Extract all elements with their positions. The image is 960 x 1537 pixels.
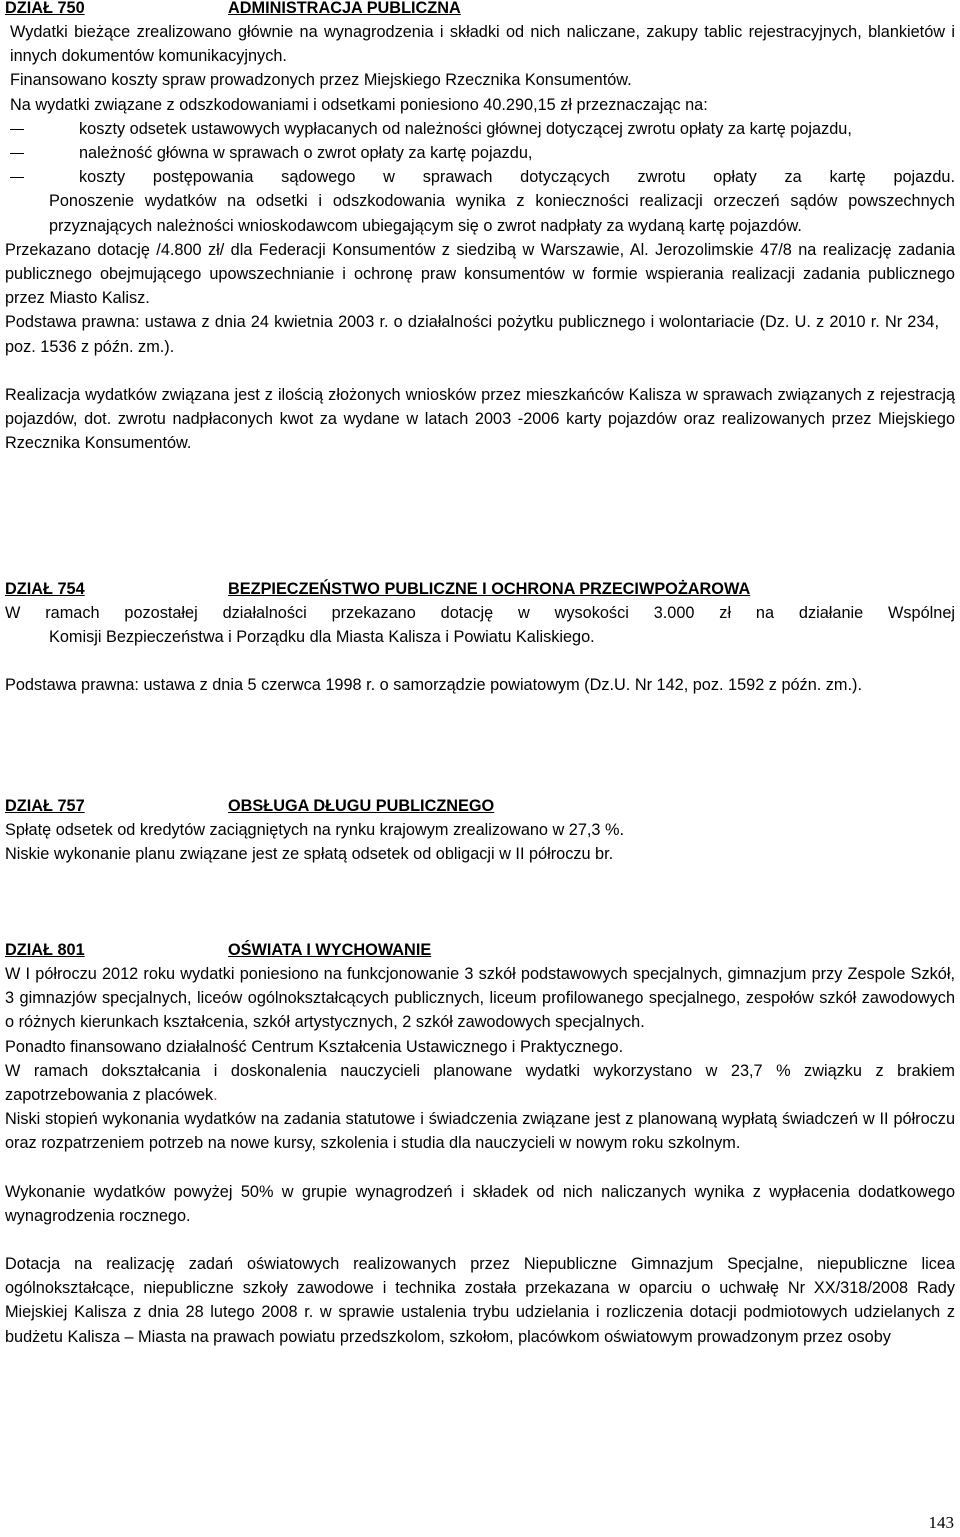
section-757-paragraph-2: Niskie wykonanie planu związane jest ze spłatą odsetek od obligacji w II półroczu br.	[5, 845, 614, 864]
section-801-paragraph-5: Wykonanie wydatków powyżej 50% w grupie wynagrodzeń i składek od nich naliczanych wynika z wypłacenia dodatkowego wynagrodzenia rocznego.	[5, 1182, 955, 1225]
page-number: 143	[928, 1513, 954, 1532]
dash-bullet-icon	[10, 117, 24, 141]
dash-bullet-icon	[10, 141, 24, 165]
section-750	[5, 0, 955, 455]
section-750-bullet-3: koszty postępowania sądowego w sprawach dotyczących zwrotu opłaty za kartę pojazdu.	[5, 165, 955, 189]
section-754-paragraph-1b: Komisji Bezpieczeństwa i Porządku dla Miasta Kalisza i Powiatu Kaliskiego.	[49, 628, 595, 647]
section-757-header	[5, 794, 955, 818]
section-750-paragraph-1: Wydatki bieżące zrealizowano głównie na wynagrodzenia i składki od nich naliczane, zakupy tablic rejestracyjnych, blankietów i innych dokumentów komunikacyjnych.	[10, 23, 955, 66]
section-757-code: DZIAŁ 757	[5, 797, 85, 815]
section-801-paragraph-1: W I półroczu 2012 roku wydatki poniesiono na funkcjonowanie 3 szkół podstawowych specjalnych, gimnazjum przy Zespole Szkół, 3 gimnazjów specjalnych, liceów ogólnokształcących publicznych, liceum profilowanego specjalnego, zespołów szkół zawodowych o różnych kierunkach kształcenia, szkół artystycznych, 2 szkół zawodowych specjalnych.	[5, 965, 955, 1032]
section-801-paragraph-6: Dotacja na realizację zadań oświatowych realizowanych przez Niepubliczne Gimnazjum Specjalne, niepubliczne licea ogólnokształcące, niepubliczne szkoły zawodowe i technika została przekazana w oparciu o uchwałę Nr XX/318/2008 Rady Miejskiej Kalisza z dnia 28 lutego 2008 r. w sprawie ustalenia trybu udzielania i rozliczenia dotacji podmiotowych udzielanych z budżetu Kalisza – Miasta na prawach powiatu przedszkolom, szkołom, placówkom oświatowym prowadzonym przez osoby	[5, 1255, 955, 1346]
section-750-header	[5, 0, 955, 20]
section-754-paragraph-1a: W ramach pozostałej działalności przekazano dotację w wysokości 3.000 zł na działanie Wspólnej	[5, 604, 955, 622]
section-801-header	[5, 938, 955, 962]
section-801	[5, 938, 955, 1349]
section-754-title: BEZPIECZEŃSTWO PUBLICZNE I OCHRONA PRZECIWPOŻAROWA	[228, 580, 751, 598]
section-757	[5, 794, 955, 866]
section-801-paragraph-3: W ramach dokształcania i doskonalenia nauczycieli planowane wydatki wykorzystano w 23,7 % związku z brakiem zapotrzebowania z placówek.	[5, 1061, 955, 1105]
section-757-paragraph-1: Spłatę odsetek od kredytów zaciągniętych na rynku krajowym zrealizowano w 27,3 %.	[5, 821, 624, 839]
section-754-paragraph-2: Podstawa prawna: ustawa z dnia 5 czerwca 1998 r. o samorządzie powiatowym (Dz.U. Nr 142, poz. 1592 z późn. zm.).	[5, 676, 862, 695]
section-750-paragraph-4: Ponoszenie wydatków na odsetki i odszkodowania wynika z konieczności realizacji orzeczeń sądów powszechnych przyznających należności wnioskodawcom ubiegającym się o zwrot nadpłaty za wydaną kartę pojazdów.	[49, 192, 955, 235]
section-754-header	[5, 577, 955, 601]
section-750-code: DZIAŁ 750	[5, 0, 85, 17]
section-801-title: OŚWIATA I WYCHOWANIE	[228, 941, 432, 959]
dash-bullet-icon	[10, 165, 24, 189]
red-period: .	[213, 1086, 218, 1105]
section-801-paragraph-4: Niski stopień wykonania wydatków na zadania statutowe i świadczenia związane jest z planowaną wypłatą świadczeń w II półroczu oraz rozpatrzeniem potrzeb na nowe kursy, szkolenia i studia dla nauczycieli w nowym roku szkolnym.	[5, 1110, 955, 1153]
section-754	[5, 577, 955, 698]
section-750-paragraph-5: Przekazano dotację /4.800 zł/ dla Federacji Konsumentów z siedzibą w Warszawie, Al. Jerozolimskie 47/8 na realizację zadania publicznego obejmującego upowszechnianie i ochronę praw konsumentów w formie wspierania realizacji zadania publicznego przez Miasto Kalisz.	[5, 240, 955, 308]
section-750-title: ADMINISTRACJA PUBLICZNA	[228, 0, 461, 17]
section-750-paragraph-7: Realizacja wydatków związana jest z ilością złożonych wniosków przez mieszkańców Kalisza w sprawach związanych z rejestracją pojazdów, dot. zwrotu nadpłaconych kwot za wydane w latach 2003 -2006 karty pojazdów oraz realizowanych przez Miejskiego Rzecznika Konsumentów.	[5, 385, 955, 453]
section-757-title: OBSŁUGA DŁUGU PUBLICZNEGO	[228, 797, 495, 815]
section-750-bullet-1: koszty odsetek ustawowych wypłacanych od należności głównej dotyczącej zwrotu opłaty za kartę pojazdu,	[5, 117, 955, 141]
section-801-paragraph-2: Ponadto finansowano działalność Centrum Kształcenia Ustawicznego i Praktycznego.	[5, 1037, 624, 1056]
section-750-bullet-2: należność główna w sprawach o zwrot opłaty za kartę pojazdu,	[5, 141, 955, 165]
section-750-paragraph-6: Podstawa prawna: ustawa z dnia 24 kwietnia 2003 r. o działalności pożytku publicznego i wolontariacie (Dz. U. z 2010 r. Nr 234, poz. 1536 z późn. zm.).	[5, 313, 939, 356]
section-750-paragraph-2: Finansowano koszty spraw prowadzonych przez Miejskiego Rzecznika Konsumentów.	[10, 71, 632, 90]
section-754-code: DZIAŁ 754	[5, 580, 85, 598]
section-750-paragraph-3: Na wydatki związane z odszkodowaniami i odsetkami poniesiono 40.290,15 zł przeznaczając na:	[10, 95, 708, 114]
section-801-code: DZIAŁ 801	[5, 941, 85, 959]
